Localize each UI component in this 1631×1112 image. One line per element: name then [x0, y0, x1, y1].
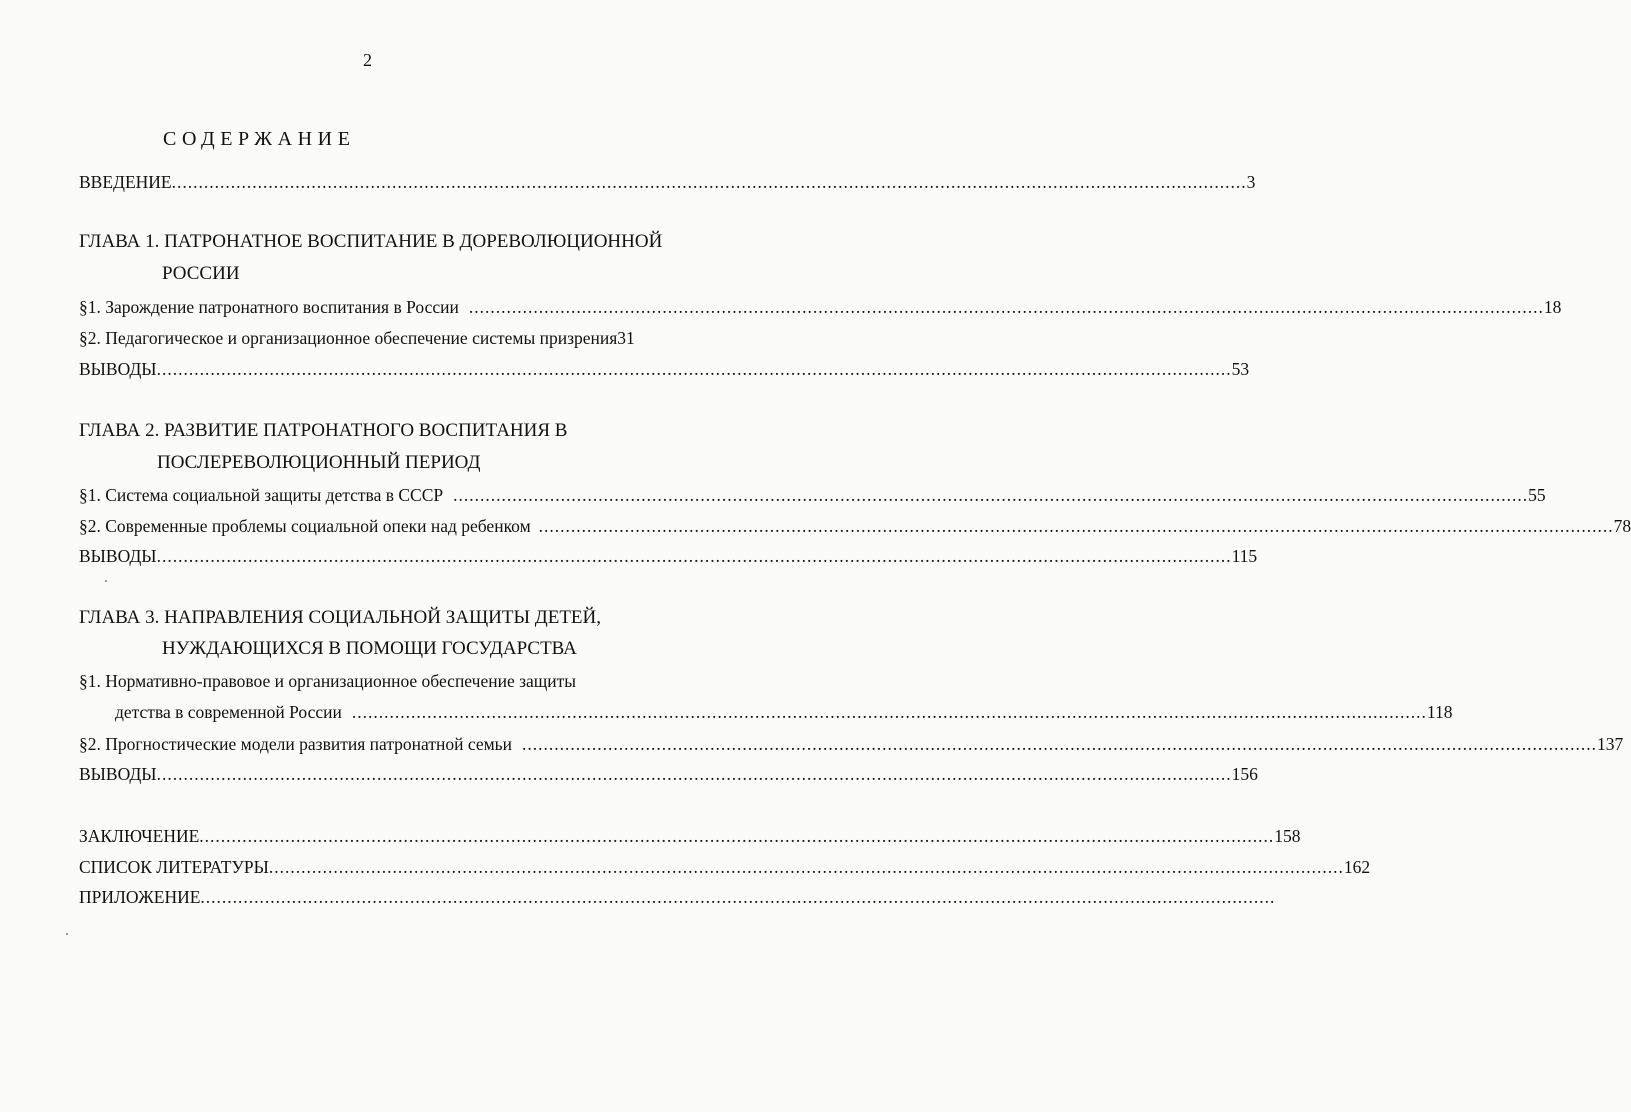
- chapter-2-title-cont: ПОСЛЕРЕВОЛЮЦИОННЫЙ ПЕРИОД: [157, 452, 481, 473]
- chapter-1-title: ГЛАВА 1. ПАТРОНАТНОЕ ВОСПИТАНИЕ В ДОРЕВОЛЮЦИОННОЙ: [79, 231, 663, 252]
- toc-entry-page: 137: [1597, 734, 1624, 754]
- toc-entry-ch3-conclusions: [79, 764, 1258, 785]
- scan-speck: [105, 580, 107, 582]
- toc-entry-ch2-s2: [79, 516, 1631, 537]
- toc-entry-ch1-conclusions: [79, 359, 1250, 380]
- page-number: 2: [363, 50, 372, 70]
- toc-entry-conclusion: [79, 826, 1301, 847]
- toc-entry-page: 31: [617, 328, 635, 348]
- toc-entry-label: ЗАКЛЮЧЕНИЕ: [79, 826, 200, 846]
- chapter-2-title: ГЛАВА 2. РАЗВИТИЕ ПАТРОНАТНОГО ВОСПИТАНИЯ В: [79, 420, 568, 441]
- toc-entry-ch3-s2: [79, 734, 1624, 755]
- chapter-3-title-cont: НУЖДАЮЩИХСЯ В ПОМОЩИ ГОСУДАРСТВА: [162, 638, 577, 659]
- leader-dots: ........................................................................................................................................................................................................: [200, 887, 1276, 907]
- toc-entry-references: [79, 857, 1371, 878]
- toc-entry-page: 55: [1528, 485, 1546, 505]
- toc-entry-ch1-s1: [79, 297, 1562, 318]
- toc-entry-label: §1. Зарождение патронатного воспитания в России: [79, 297, 459, 317]
- scan-speck: [66, 933, 68, 935]
- toc-entry-label: §2. Современные проблемы социальной опеки над ребенком: [79, 516, 531, 536]
- leader-dots: ........................................................................................................................................................................................................: [171, 172, 1247, 192]
- toc-entry-ch1-s2: [79, 328, 660, 349]
- toc-entry-ch2-s1: [79, 485, 1546, 506]
- toc-entry-label: §2. Педагогическое и организационное обеспечение системы призрения: [79, 328, 618, 348]
- toc-entry-label: ВВЕДЕНИЕ: [79, 172, 172, 192]
- leader-dots: ........................................................................................................................................................................................................: [468, 297, 1544, 317]
- leader-dots: ........................................................................................................................................................................................................: [351, 702, 1427, 722]
- leader-dots: ........................................................................................................................................................................................................: [156, 546, 1232, 566]
- toc-entry-page: 53: [1231, 359, 1250, 379]
- toc-entry-page: 3: [1246, 172, 1256, 192]
- toc-entry-page: 18: [1543, 297, 1562, 317]
- toc-entry-label: §1. Система социальной защиты детства в СССР: [79, 485, 444, 505]
- toc-entry-page: 118: [1426, 702, 1453, 722]
- toc-entry-page: 78: [1613, 516, 1631, 536]
- toc-entry-label: детства в современной России: [115, 702, 342, 722]
- toc-entry-label: ПРИЛОЖЕНИЕ: [79, 887, 201, 907]
- toc-entry-label: ВЫВОДЫ: [79, 546, 157, 566]
- leader-dots: ........................................................................................................................................................................................................: [268, 857, 1344, 877]
- toc-entry-ch3-s1: §1. Нормативно-правовое и организационное обеспечение защиты: [79, 671, 577, 691]
- toc-entry-label: ВЫВОДЫ: [79, 359, 157, 379]
- toc-entry-ch2-conclusions: [79, 546, 1258, 567]
- leader-dots: ........................................................................................................................................................................................................: [156, 764, 1232, 784]
- chapter-1-title-cont: РОССИИ: [162, 263, 240, 284]
- toc-entry-label: §2. Прогностические модели развития патронатной семьи: [79, 734, 513, 754]
- leader-dots: ........................................................................................................................................................................................................: [199, 826, 1275, 846]
- toc-entry-page: 162: [1343, 857, 1371, 877]
- toc-entry-appendix: [79, 887, 1276, 908]
- leader-dots: ........................................................................................................................................................................................................: [538, 516, 1614, 536]
- leader-dots: ........................................................................................................................................................................................................: [522, 734, 1598, 754]
- leader-dots: ........................................................................................................................................................................................................: [453, 485, 1529, 505]
- leader-dots: ........................................................................................................................................................................................................: [156, 359, 1232, 379]
- toc-heading: СОДЕРЖАНИЕ: [163, 128, 356, 150]
- toc-entry-page: 115: [1231, 546, 1258, 566]
- toc-entry-page: 156: [1231, 764, 1258, 784]
- toc-entry-ch3-s1-cont: [115, 702, 1453, 723]
- toc-entry-page: 158: [1274, 826, 1301, 846]
- chapter-3-title: ГЛАВА 3. НАПРАВЛЕНИЯ СОЦИАЛЬНОЙ ЗАЩИТЫ ДЕТЕЙ,: [79, 607, 602, 628]
- toc-entry-label: ВЫВОДЫ: [79, 764, 157, 784]
- toc-entry-label: СПИСОК ЛИТЕРАТУРЫ: [79, 857, 269, 877]
- toc-entry-intro: [79, 172, 1256, 193]
